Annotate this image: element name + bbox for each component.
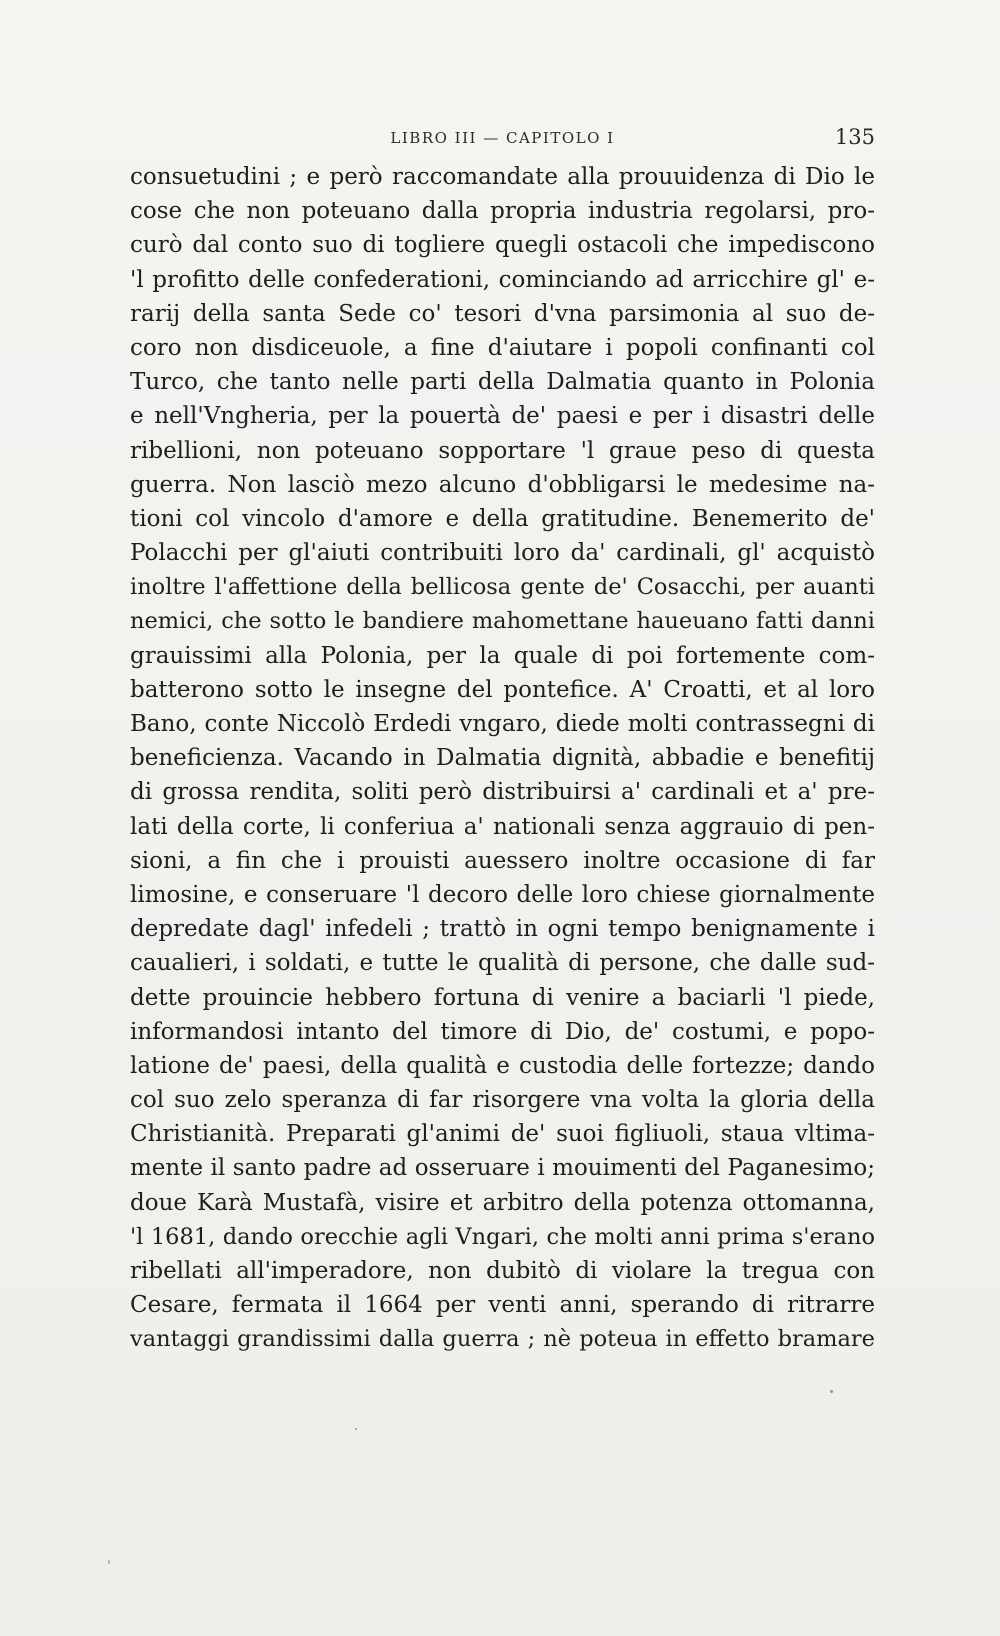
text-line: sioni, a fin che i prouisti auessero inoltre occasione di far — [130, 847, 875, 874]
text-line: latione de' paesi, della qualità e custodia delle fortezze; dando — [130, 1052, 875, 1079]
text-line: cose che non poteuano dalla propria industria regolarsi, pro- — [130, 198, 875, 225]
text-line: ribellati all'imperadore, non dubitò di violare la tregua con — [130, 1258, 875, 1284]
text-line: 'l 1681, dando orecchie agli Vngari, che molti anni prima s'erano — [130, 1223, 875, 1250]
text-line: consuetudini ; e però raccomandate alla prouuidenza di Dio le — [130, 164, 875, 190]
text-line: inoltre l'affettione della bellicosa gente de' Cosacchi, per auanti — [130, 574, 875, 601]
text-line: Bano, conte Niccolò Erdedi vngaro, diede molti contrassegni di — [130, 711, 875, 737]
paper-speck — [355, 1428, 357, 1430]
text-line: guerra. Non lasciò mezo alcuno d'obbligarsi le medesime na- — [130, 471, 875, 498]
text-line: informandosi intanto del timore di Dio, de' costumi, e popo- — [130, 1018, 875, 1045]
text-line: batterono sotto le insegne del pontefice. A' Croatti, et al loro — [130, 676, 875, 703]
text-line: tioni col vincolo d'amore e della gratitudine. Benemerito de' — [130, 505, 875, 532]
text-line: Cesare, fermata il 1664 per venti anni, sperando di ritrarre — [130, 1292, 875, 1319]
text-line: grauissimi alla Polonia, per la quale di poi fortemente com- — [130, 642, 875, 669]
body-text — [130, 160, 875, 1357]
text-line: 'l profitto delle confederationi, cominciando ad arricchire gl' e- — [130, 266, 875, 293]
running-head: LIBRO III — CAPITOLO I — [390, 129, 615, 147]
text-line: Polacchi per gl'aiuti contribuiti loro da' cardinali, gl' acquistò — [130, 540, 875, 567]
text-line: doue Karà Mustafà, visire et arbitro della potenza ottomanna, — [130, 1189, 875, 1216]
text-line: mente il santo padre ad osseruare i mouimenti del Paganesimo; — [130, 1155, 875, 1182]
text-line: Turco, che tanto nelle parti della Dalmatia quanto in Polonia — [130, 369, 875, 396]
text-line: beneficienza. Vacando in Dalmatia dignità, abbadie e benefitij — [130, 745, 875, 772]
text-line: di grossa rendita, soliti però distribuirsi a' cardinali et a' pre- — [130, 779, 875, 806]
text-line: rarij della santa Sede co' tesori d'vna parsimonia al suo de- — [130, 300, 875, 327]
text-line: coro non disdiceuole, a fine d'aiutare i popoli confinanti col — [130, 334, 875, 361]
text-line: caualieri, i soldati, e tutte le qualità di persone, che dalle sud- — [130, 950, 875, 977]
text-line: curò dal conto suo di togliere quegli ostacoli che impediscono — [130, 232, 875, 259]
page-header — [130, 125, 875, 155]
text-line: e nell'Vngheria, per la pouertà de' paesi e per i disastri delle — [130, 403, 875, 430]
text-line: Christianità. Preparati gl'animi de' suoi figliuoli, staua vltima- — [130, 1121, 875, 1148]
text-line: ribellioni, non poteuano sopportare 'l graue peso di questa — [130, 437, 875, 464]
text-line: nemici, che sotto le bandiere mahomettane haueuano fatti danni — [130, 608, 875, 635]
text-line: lati della corte, li conferiua a' nationali senza aggrauio di pen- — [130, 813, 875, 840]
text-line: vantaggi grandissimi dalla guerra ; nè poteua in effetto bramare — [130, 1326, 875, 1353]
text-line: col suo zelo speranza di far risorgere vna volta la gloria della — [130, 1087, 875, 1114]
text-line: dette prouincie hebbero fortuna di venire a baciarli 'l piede, — [130, 984, 875, 1011]
text-line: depredate dagl' infedeli ; trattò in ogni tempo benignamente i — [130, 916, 875, 943]
text-line: limosine, e conseruare 'l decoro delle loro chiese giornalmente — [130, 881, 875, 908]
paper-speck — [830, 1390, 833, 1393]
paper-speck — [108, 1560, 110, 1564]
page-number: 135 — [834, 125, 875, 149]
